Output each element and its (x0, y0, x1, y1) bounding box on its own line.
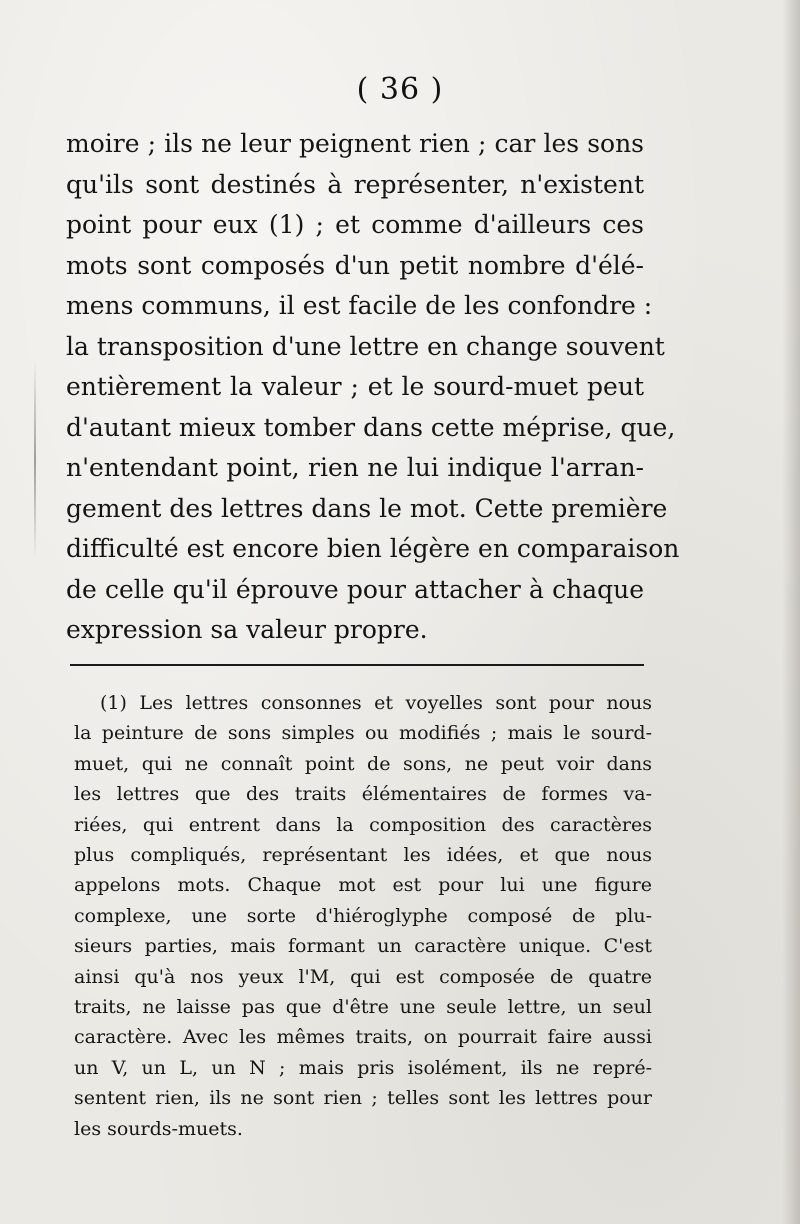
footnote-line: traits, ne laisse pas que d'être une seule lettre, un seul (74, 996, 652, 1019)
text-line: la transposition d'une lettre en change souvent (66, 331, 665, 361)
footnote-line: muet, qui ne connaît point de sons, ne peut voir dans (74, 752, 652, 775)
footnote-divider (70, 664, 644, 666)
text-line: mots sont composés d'un petit nombre d'élé- (66, 250, 644, 280)
footnote-line: les lettres que des traits élémentaires de formes va- (74, 783, 652, 806)
text-line: qu'ils sont destinés à représenter, n'existent (66, 169, 644, 199)
text-line: entièrement la valeur ; et le sourd-muet peut (66, 372, 644, 401)
margin-mark (34, 360, 36, 560)
text-line: gement des lettres dans le mot. Cette première (66, 493, 668, 523)
footnote-line: caractère. Avec les mêmes traits, on pourrait faire aussi (74, 1026, 652, 1049)
footnote-line: les sourds-muets. (74, 1117, 243, 1140)
footnote-line: la peinture de sons simples ou modifiés ; mais le sourd- (74, 722, 652, 745)
footnote-line: sentent rien, ils ne sont rien ; telles sont les lettres pour (74, 1087, 652, 1110)
footnote-line: ainsi qu'à nos yeux l'M, qui est composée de quatre (74, 965, 652, 988)
footnote-line: sieurs parties, mais formant un caractère unique. C'est (74, 935, 652, 958)
footnote-line: complexe, une sorte d'hiéroglyphe composé de plu- (74, 904, 652, 927)
footnote-line: riées, qui entrent dans la composition des caractères (74, 813, 652, 836)
page-edge-shadow (782, 0, 800, 1224)
text-line: n'entendant point, rien ne lui indique l'arran- (66, 453, 644, 482)
text-line: d'autant mieux tomber dans cette méprise, que, (66, 412, 676, 442)
footnote-line: plus compliqués, représentant les idées, et que nous (74, 844, 652, 867)
footnote-line: un V, un L, un N ; mais pris isolément, ils ne repré- (74, 1056, 652, 1079)
footnote-line: appelons mots. Chaque mot est pour lui une figure (74, 874, 652, 897)
footnote (74, 688, 652, 1144)
text-line: moire ; ils ne leur peignent rien ; car les sons (66, 129, 644, 158)
footnote-line: (1) Les lettres consonnes et voyelles sont pour nous (100, 692, 652, 714)
text-line: difficulté est encore bien légère en comparaison (66, 534, 680, 563)
page-number: ( 36 ) (356, 72, 444, 107)
text-line: expression sa valeur propre. (66, 615, 428, 644)
text-line: mens communs, il est facile de les confondre : (66, 291, 653, 320)
text-line: de celle qu'il éprouve pour attacher à chaque (66, 574, 644, 604)
text-line: point pour eux (1) ; et comme d'ailleurs ces (66, 210, 644, 239)
main-paragraph (66, 124, 680, 651)
